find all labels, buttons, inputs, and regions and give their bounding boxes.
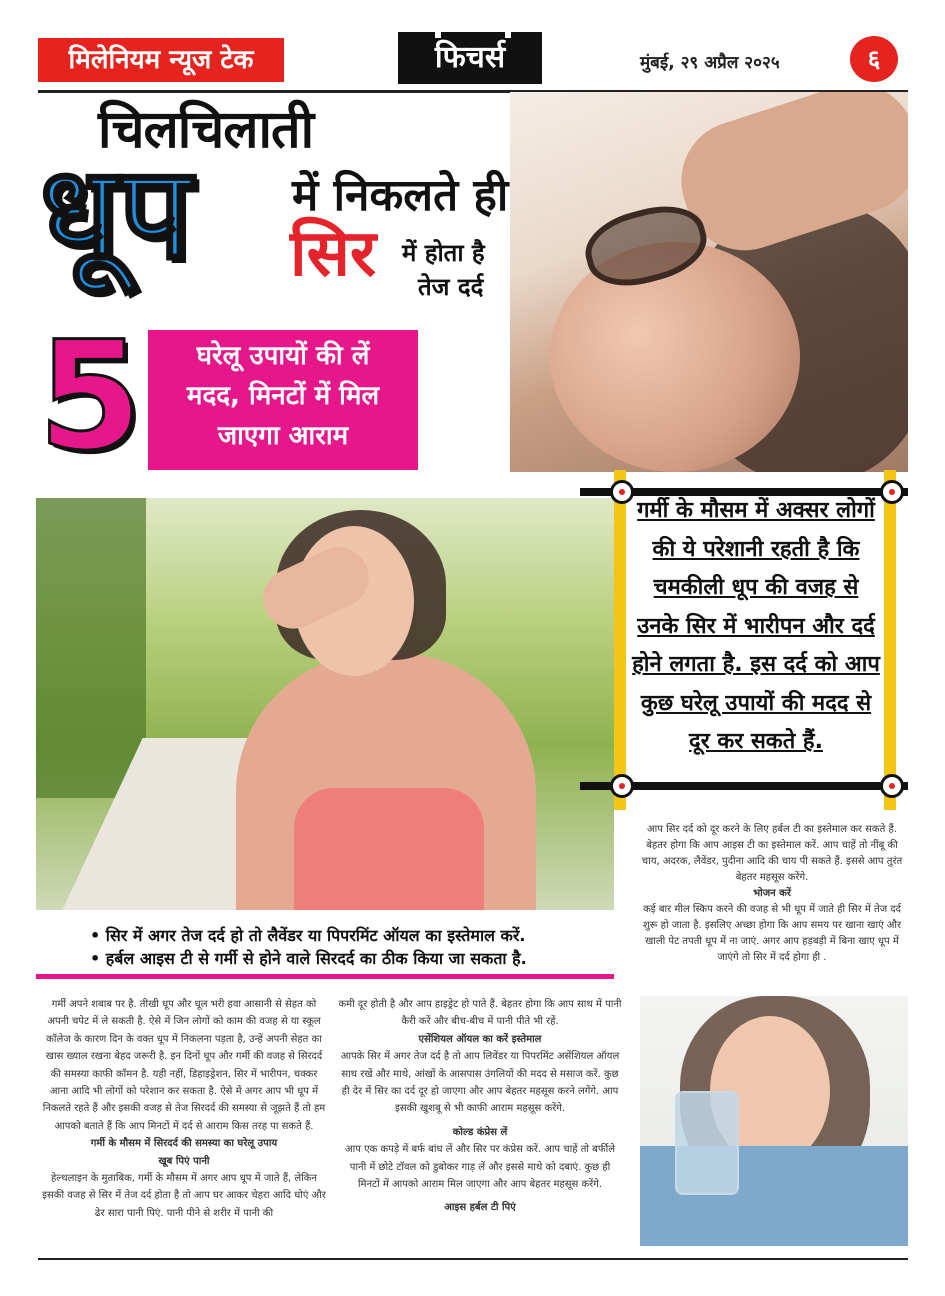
middle-column — [338, 996, 622, 1217]
section-title: फिचर्स — [398, 32, 542, 84]
bullet-item: • सिर में अगर तेज दर्द हो तो लैवेंडर या पिपरमिंट ऑयल का इस्तेमाल करें. — [90, 926, 526, 945]
bullet-item: • हर्बल आइस टी से गर्मी से होने वाले सिरदर्द का ठीक किया जा सकता है. — [90, 949, 527, 968]
subheadline-line: मदद, मिनटों में मिल — [186, 381, 380, 411]
subheadline-line: घरेलू उपायों की लें — [196, 341, 370, 371]
subheadline-line: जाएगा आराम — [217, 421, 349, 451]
headline-line3a: में होता है — [402, 239, 485, 267]
section-heading: आइस हर्बल टी पिएं — [444, 1202, 516, 1214]
section-heading: खूब पिएं पानी — [158, 1155, 210, 1167]
page-number-badge: ६ — [850, 36, 898, 82]
water-glass-icon — [675, 1091, 739, 1195]
quote-corner-dot-icon — [880, 774, 904, 798]
headline-line1: चिलचिलाती — [98, 100, 314, 160]
headline-line2: में निकलते ही — [292, 170, 509, 221]
quote-corner-dot-icon — [610, 480, 634, 504]
headline-red-word: सिर — [290, 217, 377, 291]
body-paragraph: आप सिर दर्द को दूर करने के लिए हर्बल टी का इस्तेमाल कर सकते हैं. बेहतर होगा कि आप आइस टी का इस्तेमाल करें. आप चाहें तो नींबू की चाय, अदरक, लैवेंडर, पुदीना आदि की चाय पी सकते हैं. इससे आप तुरंत बेहतर महसूस करेंगे. — [641, 824, 903, 883]
body-paragraph: गर्मी अपने शबाब पर है. तीखी धूप और धूल भरी हवा आसानी से सेहत को अपनी चपेट में ले सकती है. ऐसे में जिन लोगों को काम की वजह से या स्कूल कॉलेज के कारण दिन के वक्त धूप में निकलना पड़ता है, उन्हें अपनी सेहत का खास ख्याल रखना बेहद जरूरी है. इन दिनों धूप और गर्मी की वजह से सिरदर्द की समस्या काफी कॉमन है. यही नहीं, डिहाइड्रेशन, सिर में भारीपन, चक्कर आना आदि भी लोगों को परेशान कर सकता है. ऐसे में अगर आप भी धूप में निकलते रहते हैं और इसकी वजह से तेज सिरदर्द की समस्या से जूझते हैं तो हम आपको बताते हैं कि आप मिनटों में दर्द से आराम किस तरह पा सकते हैं. — [42, 999, 326, 1132]
divider-line — [36, 974, 614, 979]
headline-line3b: तेज दर्द — [418, 273, 484, 301]
headline-number: 5 — [38, 310, 143, 484]
quote-text: गर्मी के मौसम में अक्सर लोगों की ये परेशानी रहती है कि चमकीली धूप की वजह से उनके सिर में भारीपन और दर्द होने लगता है. इस दर्द को आप कुछ घरेलू उपायों की मदद से दूर कर सकते हैं. — [632, 498, 880, 754]
section-heading: गर्मी के मौसम में सिरदर्द की समस्या का घरेलू उपाय — [90, 1138, 278, 1150]
section-heading: भोजन करें — [753, 888, 791, 899]
quote-corner-dot-icon — [610, 774, 634, 798]
hero-face — [550, 242, 800, 472]
headline-big-word: धूप — [40, 139, 192, 288]
section-heading: कोल्ड कंप्रेस लें — [452, 1126, 508, 1138]
right-column — [636, 822, 908, 966]
section-heading: एसेंशियल ऑयल का करें इस्तेमाल — [418, 1033, 542, 1045]
dateline: मुंबई, २९ अप्रैल २०२५ — [640, 53, 780, 73]
quote-border-left — [614, 470, 626, 810]
quote-corner-dot-icon — [880, 480, 904, 504]
left-column — [40, 996, 328, 1222]
hero-photo-woman-sun — [510, 92, 908, 472]
photo-woman-headache — [36, 498, 614, 910]
quote-border-right — [884, 470, 896, 810]
pull-quote — [580, 470, 908, 810]
body-paragraph: कई बार मील स्किप करने की वजह से भी धूप में जाते ही सिर में तेज दर्द शुरू हो जाता है. इसलिए अच्छा होगा कि आप समय पर खाना खाएं और खाली पेट तपती धूप में ना जाएं. अगर आप हड़बड़ी में बिना खाए धूप में जाएंगे तो सिर में दर्द होगा ही . — [642, 904, 902, 963]
photo-sports-top — [294, 788, 484, 910]
photo-woman-drinking-water — [640, 996, 908, 1246]
masthead: मिलेनियम न्यूज टेक — [38, 38, 284, 82]
highlight-bullets — [90, 924, 590, 970]
subheadline-box — [148, 330, 418, 470]
photo-background-trees — [36, 498, 146, 798]
body-paragraph: आप एक कपड़े में बर्फ बांध लें और सिर पर कंप्रेस करें. आप चाहें तो बर्फीले पानी में छोटे टॉवल को डुबोकर गाड़ लें और इससे माथे को दबाएं. कुछ ही मिनटों में आपको आराम मिल जाएगा और आप बेहतर महसूस करेंगे. — [345, 1144, 615, 1191]
body-paragraph: कमी दूर होती है और आप हाइड्रेट हो पाते हैं. बेहतर होगा कि आप साथ में पानी कैरी करें और बीच-बीच में पानी पीते भी रहें. — [338, 999, 622, 1028]
body-paragraph: हेल्थलाइन के मुताबिक, गर्मी के मौसम में अगर आप धूप में जाते हैं, लेकिन इसकी वजह से सिर में तेज दर्द होता है तो आप घर आकर चेहरा आदि धोएं और ढेर सारा पानी पिएं. पानी पीने से शरीर में पानी की — [42, 1173, 326, 1219]
body-paragraph: आपके सिर में अगर तेज दर्द है तो आप लिवेंडर या पिपरमिंट असेंशियल ऑयल साथ रखें और माथे, आंखों के आसपास उंगलियों की मदद से मसाज करें. कुछ ही देर में सिर का दर्द दूर हो जाएगा और आप बेहतर महसूस करने लगेंगे. आप इसकी खुशबू से भी काफी आराम महसूस करेंगे. — [340, 1051, 620, 1115]
footer-rule — [38, 1258, 908, 1260]
